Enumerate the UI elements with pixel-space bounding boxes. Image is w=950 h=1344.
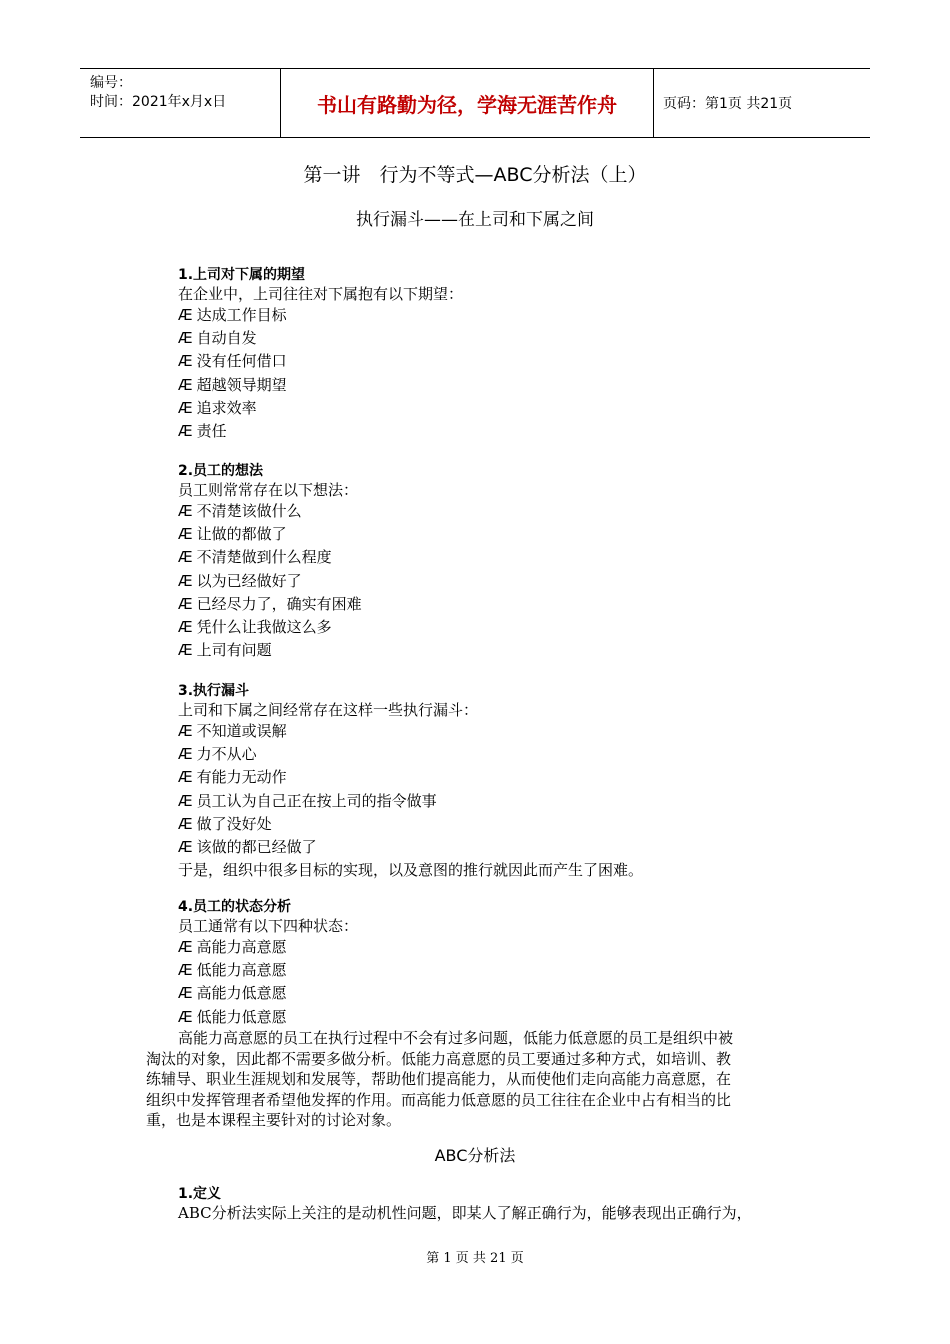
list-item: Æ 做了没好处 xyxy=(178,814,272,833)
header-page-info: 页码：第1页 共21页 xyxy=(663,96,793,112)
paragraph-line: 高能力高意愿的员工在执行过程中不会有过多问题，低能力低意愿的员工是组织中被 xyxy=(178,1029,734,1047)
bullet-icon: Æ xyxy=(178,961,193,980)
list-item: Æ 有能力无动作 xyxy=(178,768,287,787)
list-item: Æ 低能力低意愿 xyxy=(178,1007,287,1026)
bullet-icon: Æ xyxy=(178,352,193,371)
bullet-icon: Æ xyxy=(178,398,193,417)
section-definition xyxy=(178,1184,838,1223)
list-item: Æ 让做的都做了 xyxy=(178,525,287,544)
page-footer: 第 1 页 共 21 页 xyxy=(426,1251,524,1266)
time-label: 时间：2021年x月x日 xyxy=(90,94,227,110)
section-expectations xyxy=(178,265,838,443)
list-item: Æ 以为已经做好了 xyxy=(178,571,302,590)
bullet-icon: Æ xyxy=(178,814,193,833)
paragraph-line: 淘汰的对象，因此都不需要多做分析。低能力高意愿的员工要通过多种方式，如培训、教 xyxy=(146,1049,732,1068)
list-item: Æ 高能力高意愿 xyxy=(178,938,287,956)
list-item: Æ 已经尽力了，确实有困难 xyxy=(178,594,362,613)
bullet-icon: Æ xyxy=(178,745,193,764)
list-item: Æ 低能力高意愿 xyxy=(178,961,287,980)
paragraph-line: 组织中发挥管理者希望他发挥的作用。而高能力低意愿的员工往往在企业中占有相当的比 xyxy=(146,1090,732,1109)
list-item: Æ 员工认为自己正在按上司的指令做事 xyxy=(178,791,437,810)
list-item: Æ 达成工作目标 xyxy=(178,306,287,324)
list-item: Æ 不清楚该做什么 xyxy=(178,502,302,520)
section-employee-thoughts xyxy=(178,461,838,662)
list-item: Æ 该做的都已经做了 xyxy=(178,837,317,856)
list-item: Æ 追求效率 xyxy=(178,398,257,417)
bullet-icon: Æ xyxy=(178,571,193,590)
bullet-icon: Æ xyxy=(178,722,193,740)
bullet-icon: Æ xyxy=(178,938,193,956)
section-execution-funnel xyxy=(178,681,838,882)
list-item: Æ 自动自发 xyxy=(178,329,257,348)
list-item: Æ 凭什么让我做这么多 xyxy=(178,617,332,636)
section-intro: 员工则常常存在以下想法： xyxy=(178,481,359,499)
section-heading: 1.定义 xyxy=(178,1186,222,1202)
section-heading: 2.员工的想法 xyxy=(178,463,264,479)
header-table xyxy=(80,68,870,138)
list-item: Æ 不知道或误解 xyxy=(178,722,287,740)
bullet-icon: Æ xyxy=(178,984,193,1003)
code-label: 编号： xyxy=(90,75,132,91)
section-employee-states xyxy=(178,897,838,1029)
bullet-icon: Æ xyxy=(178,791,193,810)
list-item: Æ 力不从心 xyxy=(178,745,257,764)
section-intro: 在企业中，上司往往对下属抱有以下期望： xyxy=(178,285,464,303)
bullet-icon: Æ xyxy=(178,837,193,856)
list-item: Æ 没有任何借口 xyxy=(178,352,287,371)
bullet-icon: Æ xyxy=(178,768,193,787)
bullet-icon: Æ xyxy=(178,641,193,660)
section-heading: 3.执行漏斗 xyxy=(178,683,250,699)
bullet-icon: Æ xyxy=(178,617,193,636)
list-item: Æ 超越领导期望 xyxy=(178,375,287,394)
abc-section-title: ABC分析法 xyxy=(434,1146,516,1165)
paragraph-line: 练辅导、职业生涯规划和发展等，帮助他们提高能力，从而使他们走向高能力高意愿，在 xyxy=(146,1070,732,1088)
bullet-icon: Æ xyxy=(178,525,193,544)
section-heading: 1.上司对下属的期望 xyxy=(178,267,306,283)
bullet-icon: Æ xyxy=(178,306,193,324)
bullet-icon: Æ xyxy=(178,548,193,567)
section-conclusion: 于是，组织中很多目标的实现，以及意图的推行就因此而产生了困难。 xyxy=(178,861,644,880)
list-item: Æ 不清楚做到什么程度 xyxy=(178,548,332,567)
bullet-icon: Æ xyxy=(178,421,193,440)
analysis-paragraph xyxy=(146,1028,806,1131)
section-heading: 4.员工的状态分析 xyxy=(178,899,292,915)
paragraph-line: 重，也是本课程主要针对的讨论对象。 xyxy=(146,1111,402,1129)
list-item: Æ 高能力低意愿 xyxy=(178,984,287,1003)
page-title: 第一讲 行为不等式—ABC分析法（上） xyxy=(303,164,647,186)
section-intro: 上司和下属之间经常存在这样一些执行漏斗： xyxy=(178,701,479,719)
page-subtitle: 执行漏斗——在上司和下属之间 xyxy=(356,210,594,230)
bullet-icon: Æ xyxy=(178,329,193,348)
header-motto: 书山有路勤为径，学海无涯苦作舟 xyxy=(317,92,617,117)
header-meta-cell xyxy=(80,69,280,137)
section-intro: 员工通常有以下四种状态： xyxy=(178,917,359,935)
definition-text: ABC分析法实际上关注的是动机性问题，即某人了解正确行为，能够表现出正确行为， xyxy=(178,1204,752,1222)
header-divider xyxy=(653,69,654,137)
bullet-icon: Æ xyxy=(178,594,193,613)
bullet-icon: Æ xyxy=(178,375,193,394)
list-item: Æ 责任 xyxy=(178,421,227,440)
list-item: Æ 上司有问题 xyxy=(178,641,272,660)
bullet-icon: Æ xyxy=(178,1007,193,1026)
bullet-icon: Æ xyxy=(178,502,193,520)
